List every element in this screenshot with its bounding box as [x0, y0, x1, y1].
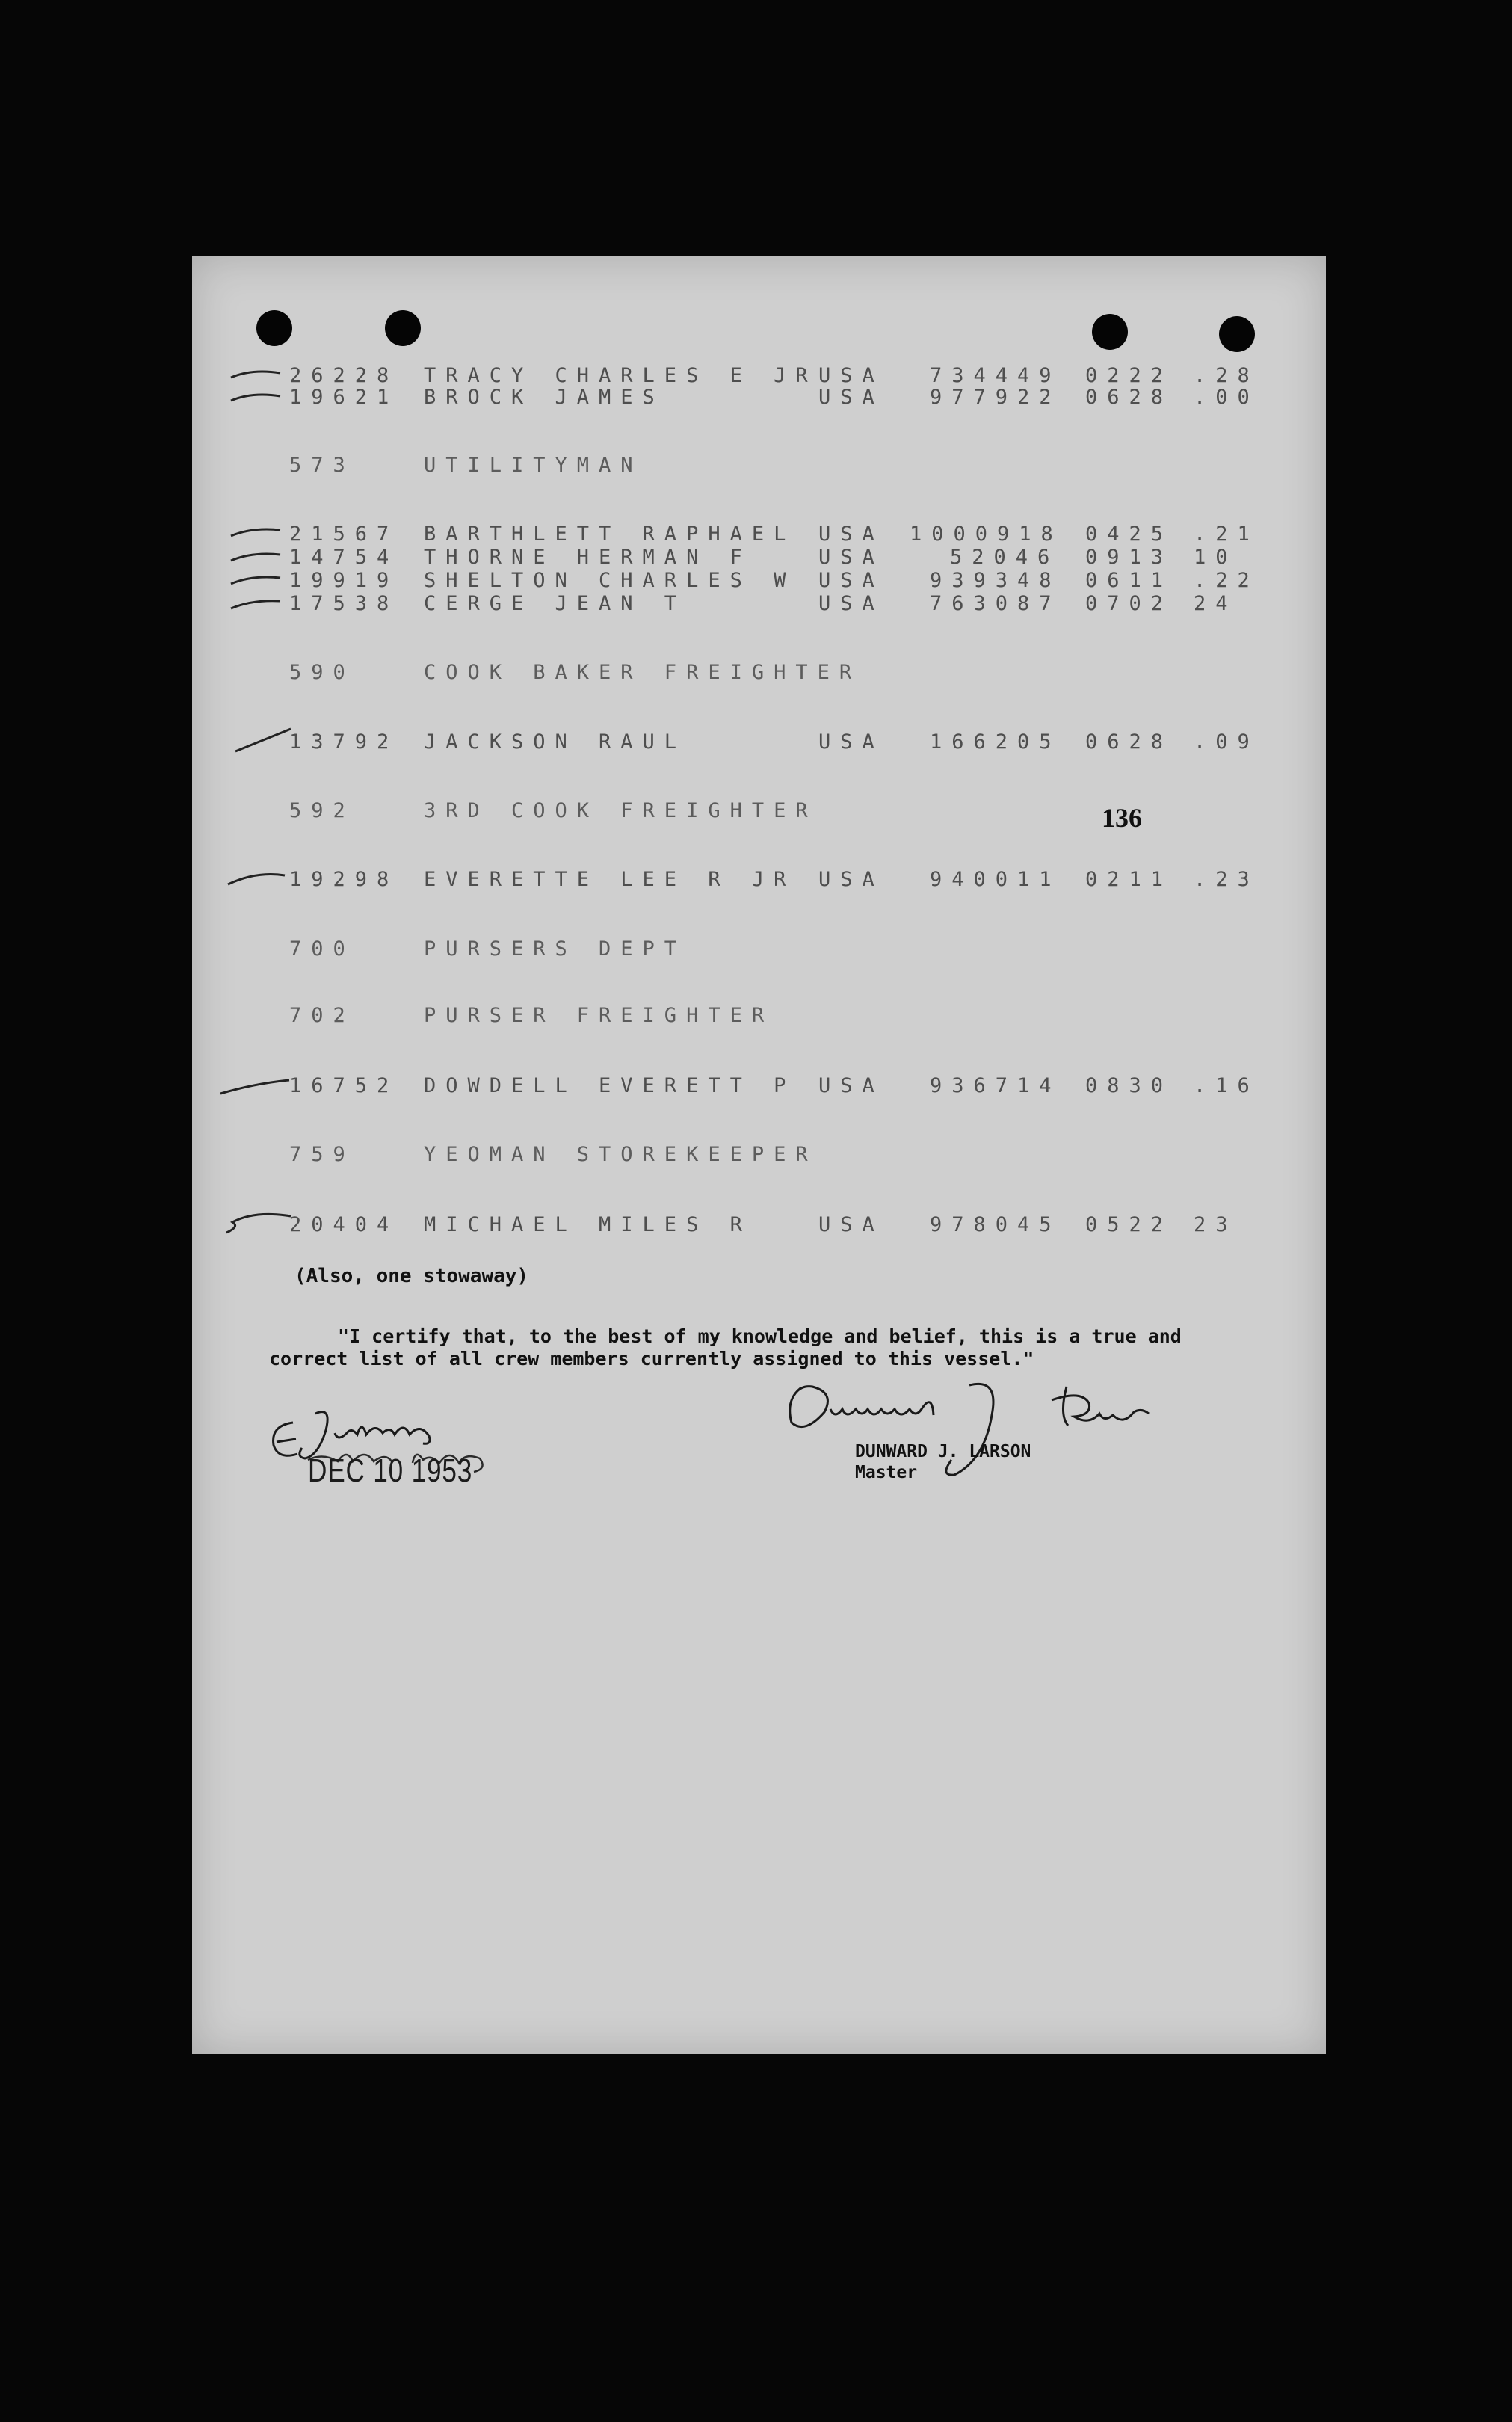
punch-hole-right	[1219, 316, 1255, 352]
crew-age: .09	[1194, 730, 1259, 754]
check-mark-icon	[219, 1073, 291, 1100]
crew-name: BROCK JAMES	[424, 386, 664, 409]
department-title: COOK BAKER FREIGHTER	[424, 661, 862, 684]
crew-nationality: USA	[818, 523, 884, 546]
department-code: 590	[289, 661, 355, 684]
page-number: 136	[1102, 803, 1142, 833]
master-signature	[775, 1370, 1253, 1482]
crew-entry	[192, 868, 1326, 893]
check-mark-icon	[229, 592, 282, 614]
department-heading	[192, 661, 1326, 686]
department-title: PURSER FREIGHTER	[424, 1004, 774, 1027]
crew-age: 10	[1194, 546, 1238, 569]
department-title: YEOMAN STOREKEEPER	[424, 1143, 818, 1166]
master-title: Master	[855, 1463, 918, 1482]
crew-number: 52046	[950, 546, 1060, 569]
crew-nationality: USA	[818, 546, 884, 569]
crew-nationality: USA	[818, 569, 884, 592]
crew-entry	[192, 523, 1326, 548]
crew-entry	[192, 1074, 1326, 1100]
crew-name: JACKSON RAUL	[424, 730, 687, 754]
department-title: 3RD COOK FREIGHTER	[424, 799, 818, 822]
crew-date: 0702	[1085, 592, 1173, 615]
crew-nationality: USA	[818, 868, 884, 891]
check-mark-icon	[229, 546, 282, 568]
crew-number: 977922	[930, 386, 1061, 409]
department-title: PURSERS DEPT	[424, 937, 687, 961]
check-mark-icon	[229, 364, 282, 386]
crew-date: 0628	[1085, 386, 1173, 409]
crew-code: 19919	[289, 569, 399, 592]
crew-code: 17538	[289, 592, 399, 615]
crew-age: .22	[1194, 569, 1259, 592]
crew-entry	[192, 592, 1326, 617]
crew-name: DOWDELL EVERETT P	[424, 1074, 796, 1097]
crew-number: 734449	[930, 364, 1061, 387]
department-code: 573	[289, 454, 355, 477]
crew-date: 0222	[1085, 364, 1173, 387]
department-code: 592	[289, 799, 355, 822]
check-mark-icon	[229, 386, 282, 408]
crew-nationality: USA	[818, 592, 884, 615]
crew-nationality: USA	[818, 1213, 884, 1236]
crew-number: 939348	[930, 569, 1061, 592]
check-mark-icon	[229, 523, 282, 545]
check-mark-icon	[234, 726, 294, 756]
document-page	[192, 256, 1326, 2054]
department-heading	[192, 454, 1326, 479]
check-mark-icon	[229, 569, 282, 591]
crew-entry	[192, 386, 1326, 411]
crew-code: 13792	[289, 730, 399, 754]
department-code: 759	[289, 1143, 355, 1166]
crew-nationality: USA	[818, 1074, 884, 1097]
punch-hole-right-inner	[1092, 314, 1128, 350]
crew-code: 14754	[289, 546, 399, 569]
crew-nationality: USA	[818, 386, 884, 409]
crew-name: THORNE HERMAN F	[424, 546, 752, 569]
punch-hole-left-inner	[385, 310, 421, 346]
stowaway-note: (Also, one stowaway)	[294, 1265, 529, 1287]
crew-date: 0913	[1085, 546, 1173, 569]
department-title: UTILITYMAN	[424, 454, 643, 477]
crew-date: 0425	[1085, 523, 1173, 546]
crew-number: 763087	[930, 592, 1061, 615]
crew-nationality: USA	[818, 364, 884, 387]
crew-name: BARTHLETT RAPHAEL	[424, 523, 796, 546]
crew-age: 23	[1194, 1213, 1238, 1236]
department-code: 700	[289, 937, 355, 961]
crew-name: MICHAEL MILES R	[424, 1213, 752, 1236]
crew-entry	[192, 730, 1326, 756]
certification-line-2: correct list of all crew members currently assigned to this vessel."	[269, 1348, 1034, 1369]
crew-code: 19298	[289, 868, 399, 891]
crew-entry	[192, 569, 1326, 594]
crew-age: .00	[1194, 386, 1259, 409]
crew-code: 19621	[289, 386, 399, 409]
crew-entry	[192, 1213, 1326, 1239]
crew-number: 1000918	[910, 523, 1063, 546]
department-heading	[192, 799, 1326, 825]
crew-age: .16	[1194, 1074, 1259, 1097]
check-mark-icon	[226, 865, 286, 892]
crew-age: .23	[1194, 868, 1259, 891]
crew-age: .28	[1194, 364, 1259, 387]
crew-code: 21567	[289, 523, 399, 546]
crew-date: 0211	[1085, 868, 1173, 891]
crew-date: 0611	[1085, 569, 1173, 592]
department-heading	[192, 1143, 1326, 1168]
crew-entry	[192, 546, 1326, 571]
crew-date: 0522	[1085, 1213, 1173, 1236]
inspection-date-stamp: DEC 10 1953	[308, 1452, 473, 1489]
crew-code: 26228	[289, 364, 399, 387]
master-name: DUNWARD J. LARSON	[855, 1442, 1031, 1461]
check-mark-icon	[225, 1207, 292, 1240]
punch-hole-left	[256, 310, 292, 346]
department-heading	[192, 937, 1326, 963]
crew-number: 936714	[930, 1074, 1061, 1097]
crew-number: 940011	[930, 868, 1061, 891]
crew-date: 0830	[1085, 1074, 1173, 1097]
crew-name: CERGE JEAN T	[424, 592, 687, 615]
crew-number: 978045	[930, 1213, 1061, 1236]
crew-code: 16752	[289, 1074, 399, 1097]
crew-name: SHELTON CHARLES W	[424, 569, 796, 592]
department-code: 702	[289, 1004, 355, 1027]
crew-age: .21	[1194, 523, 1259, 546]
crew-date: 0628	[1085, 730, 1173, 754]
crew-code: 20404	[289, 1213, 399, 1236]
crew-age: 24	[1194, 592, 1238, 615]
crew-name: TRACY CHARLES E JR	[424, 364, 818, 387]
certification-line-1: "I certify that, to the best of my knowledge and belief, this is a true and	[338, 1325, 1182, 1347]
crew-nationality: USA	[818, 730, 884, 754]
crew-name: EVERETTE LEE R JR	[424, 868, 796, 891]
department-heading	[192, 1004, 1326, 1029]
crew-number: 166205	[930, 730, 1061, 754]
